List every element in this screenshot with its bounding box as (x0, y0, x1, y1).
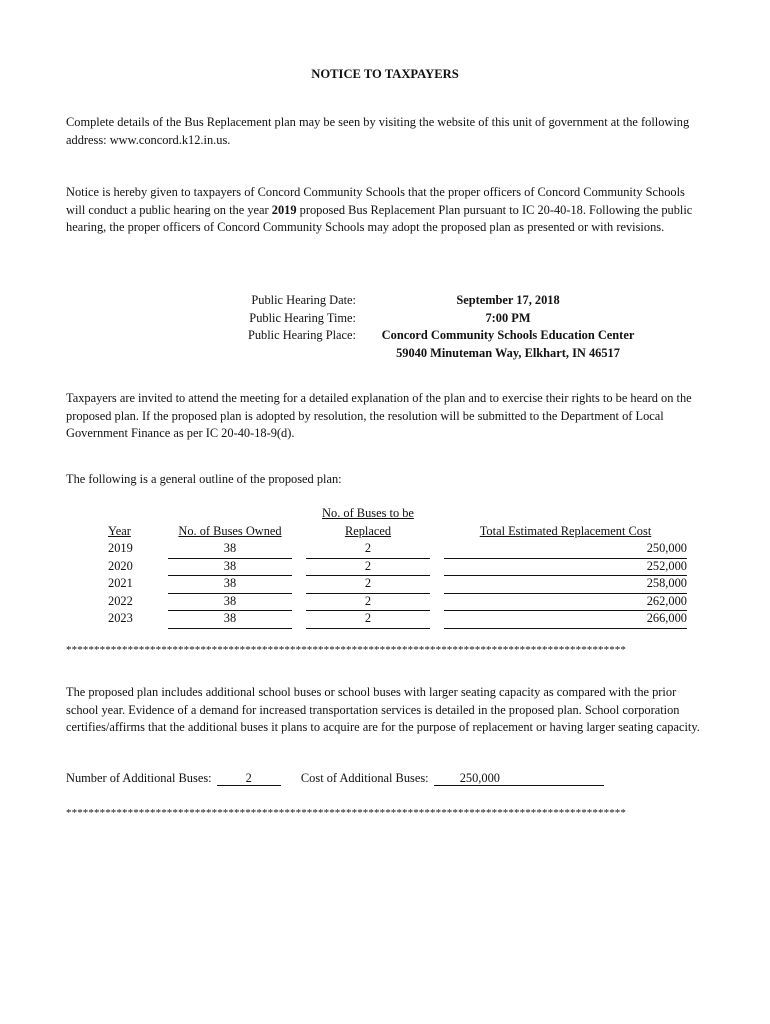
replacement-table (66, 505, 706, 630)
row-buses-replaced: 2 (306, 593, 430, 612)
header-buses-replaced (296, 505, 440, 540)
hearing-date-label: Public Hearing Date: (251, 293, 356, 307)
hearing-place-label: Public Hearing Place: (247, 328, 356, 342)
notice-year: 2019 (271, 202, 297, 217)
header-buses-replaced-line2: Replaced (344, 523, 392, 538)
row-buses-owned: 38 (168, 540, 292, 559)
additional-number-label: Number of Additional Buses: (66, 771, 212, 785)
row-buses-replaced: 2 (306, 575, 430, 594)
additional-number-value: 2 (217, 771, 281, 786)
additional-cost-label: Cost of Additional Buses: (300, 771, 429, 785)
hearing-time: 7:00 PM (485, 310, 531, 325)
header-buses-owned: No. of Buses Owned (178, 524, 282, 538)
invite-paragraph: Taxpayers are invited to attend the meeting for a detailed explanation of the plan and to exercise their rights to be heard on the proposed plan. If the proposed plan is adopted by resolution, the resolution will be submitted to the Department of Local Government Finance as per IC 20-40-18-9(d). (66, 391, 692, 440)
row-year: 2022 (108, 593, 133, 608)
row-total-cost: 252,000 (444, 558, 687, 577)
intro-paragraph: Complete details of the Bus Replacement plan may be seen by visiting the website of this unit of government at the following address: www.concord.k12.in.us. (66, 115, 690, 147)
notice-text-end: proposed Bus Replacement Plan pursuant to IC 20-40-18. Following the public hearing, the proper officers of Concord Community Schools may adopt the proposed plan as presented or with revisions. (66, 202, 693, 234)
header-total-cost: Total Estimated Replacement Cost (479, 524, 652, 538)
row-total-cost: 250,000 (444, 540, 687, 559)
page-title: NOTICE TO TAXPAYERS (311, 67, 459, 81)
row-total-cost: 258,000 (444, 575, 687, 594)
outline-intro: The following is a general outline of the proposed plan: (66, 472, 342, 486)
row-buses-owned: 38 (168, 575, 292, 594)
additional-buses-paragraph: The proposed plan includes additional school buses or school buses with larger seating capacity as compared with the prior school year. Evidence of a demand for increased transportation services is detailed in the proposed plan. School corporation certifies/affirms that the additional buses it plans to acquire are for the purpose of replacement or having larger seating capacity. (66, 685, 700, 734)
row-buses-replaced: 2 (306, 540, 430, 559)
notice-paragraph (66, 184, 702, 237)
additional-cost-value-field (434, 771, 604, 786)
notice-text-start: Notice is hereby given to taxpayers of Concord Community Schools that the proper officers of Concord Community Schools will conduct a public hearing on the year (66, 185, 685, 217)
separator-line-bottom: **************************************************************************************************** (66, 807, 626, 819)
row-year: 2020 (108, 558, 133, 573)
row-buses-owned: 38 (168, 610, 292, 629)
hearing-place-line2: 59040 Minuteman Way, Elkhart, IN 46517 (396, 345, 620, 360)
hearing-time-label: Public Hearing Time: (249, 310, 356, 325)
row-total-cost: 266,000 (444, 610, 687, 629)
separator-line: **************************************************************************************************** (66, 644, 626, 656)
header-buses-replaced-line1: No. of Buses to be (322, 506, 414, 520)
row-buses-owned: 38 (168, 558, 292, 577)
header-year: Year (108, 524, 131, 538)
row-buses-replaced: 2 (306, 558, 430, 577)
row-buses-owned: 38 (168, 593, 292, 612)
additional-cost-value: 250,000 (459, 771, 500, 785)
hearing-date: September 17, 2018 (456, 293, 560, 307)
additional-buses-line (66, 770, 604, 788)
row-year: 2023 (108, 611, 133, 625)
row-year: 2019 (108, 541, 133, 555)
row-buses-replaced: 2 (306, 610, 430, 629)
row-year: 2021 (108, 576, 133, 590)
hearing-place-line1: Concord Community Schools Education Center (381, 328, 635, 342)
row-total-cost: 262,000 (444, 593, 687, 612)
